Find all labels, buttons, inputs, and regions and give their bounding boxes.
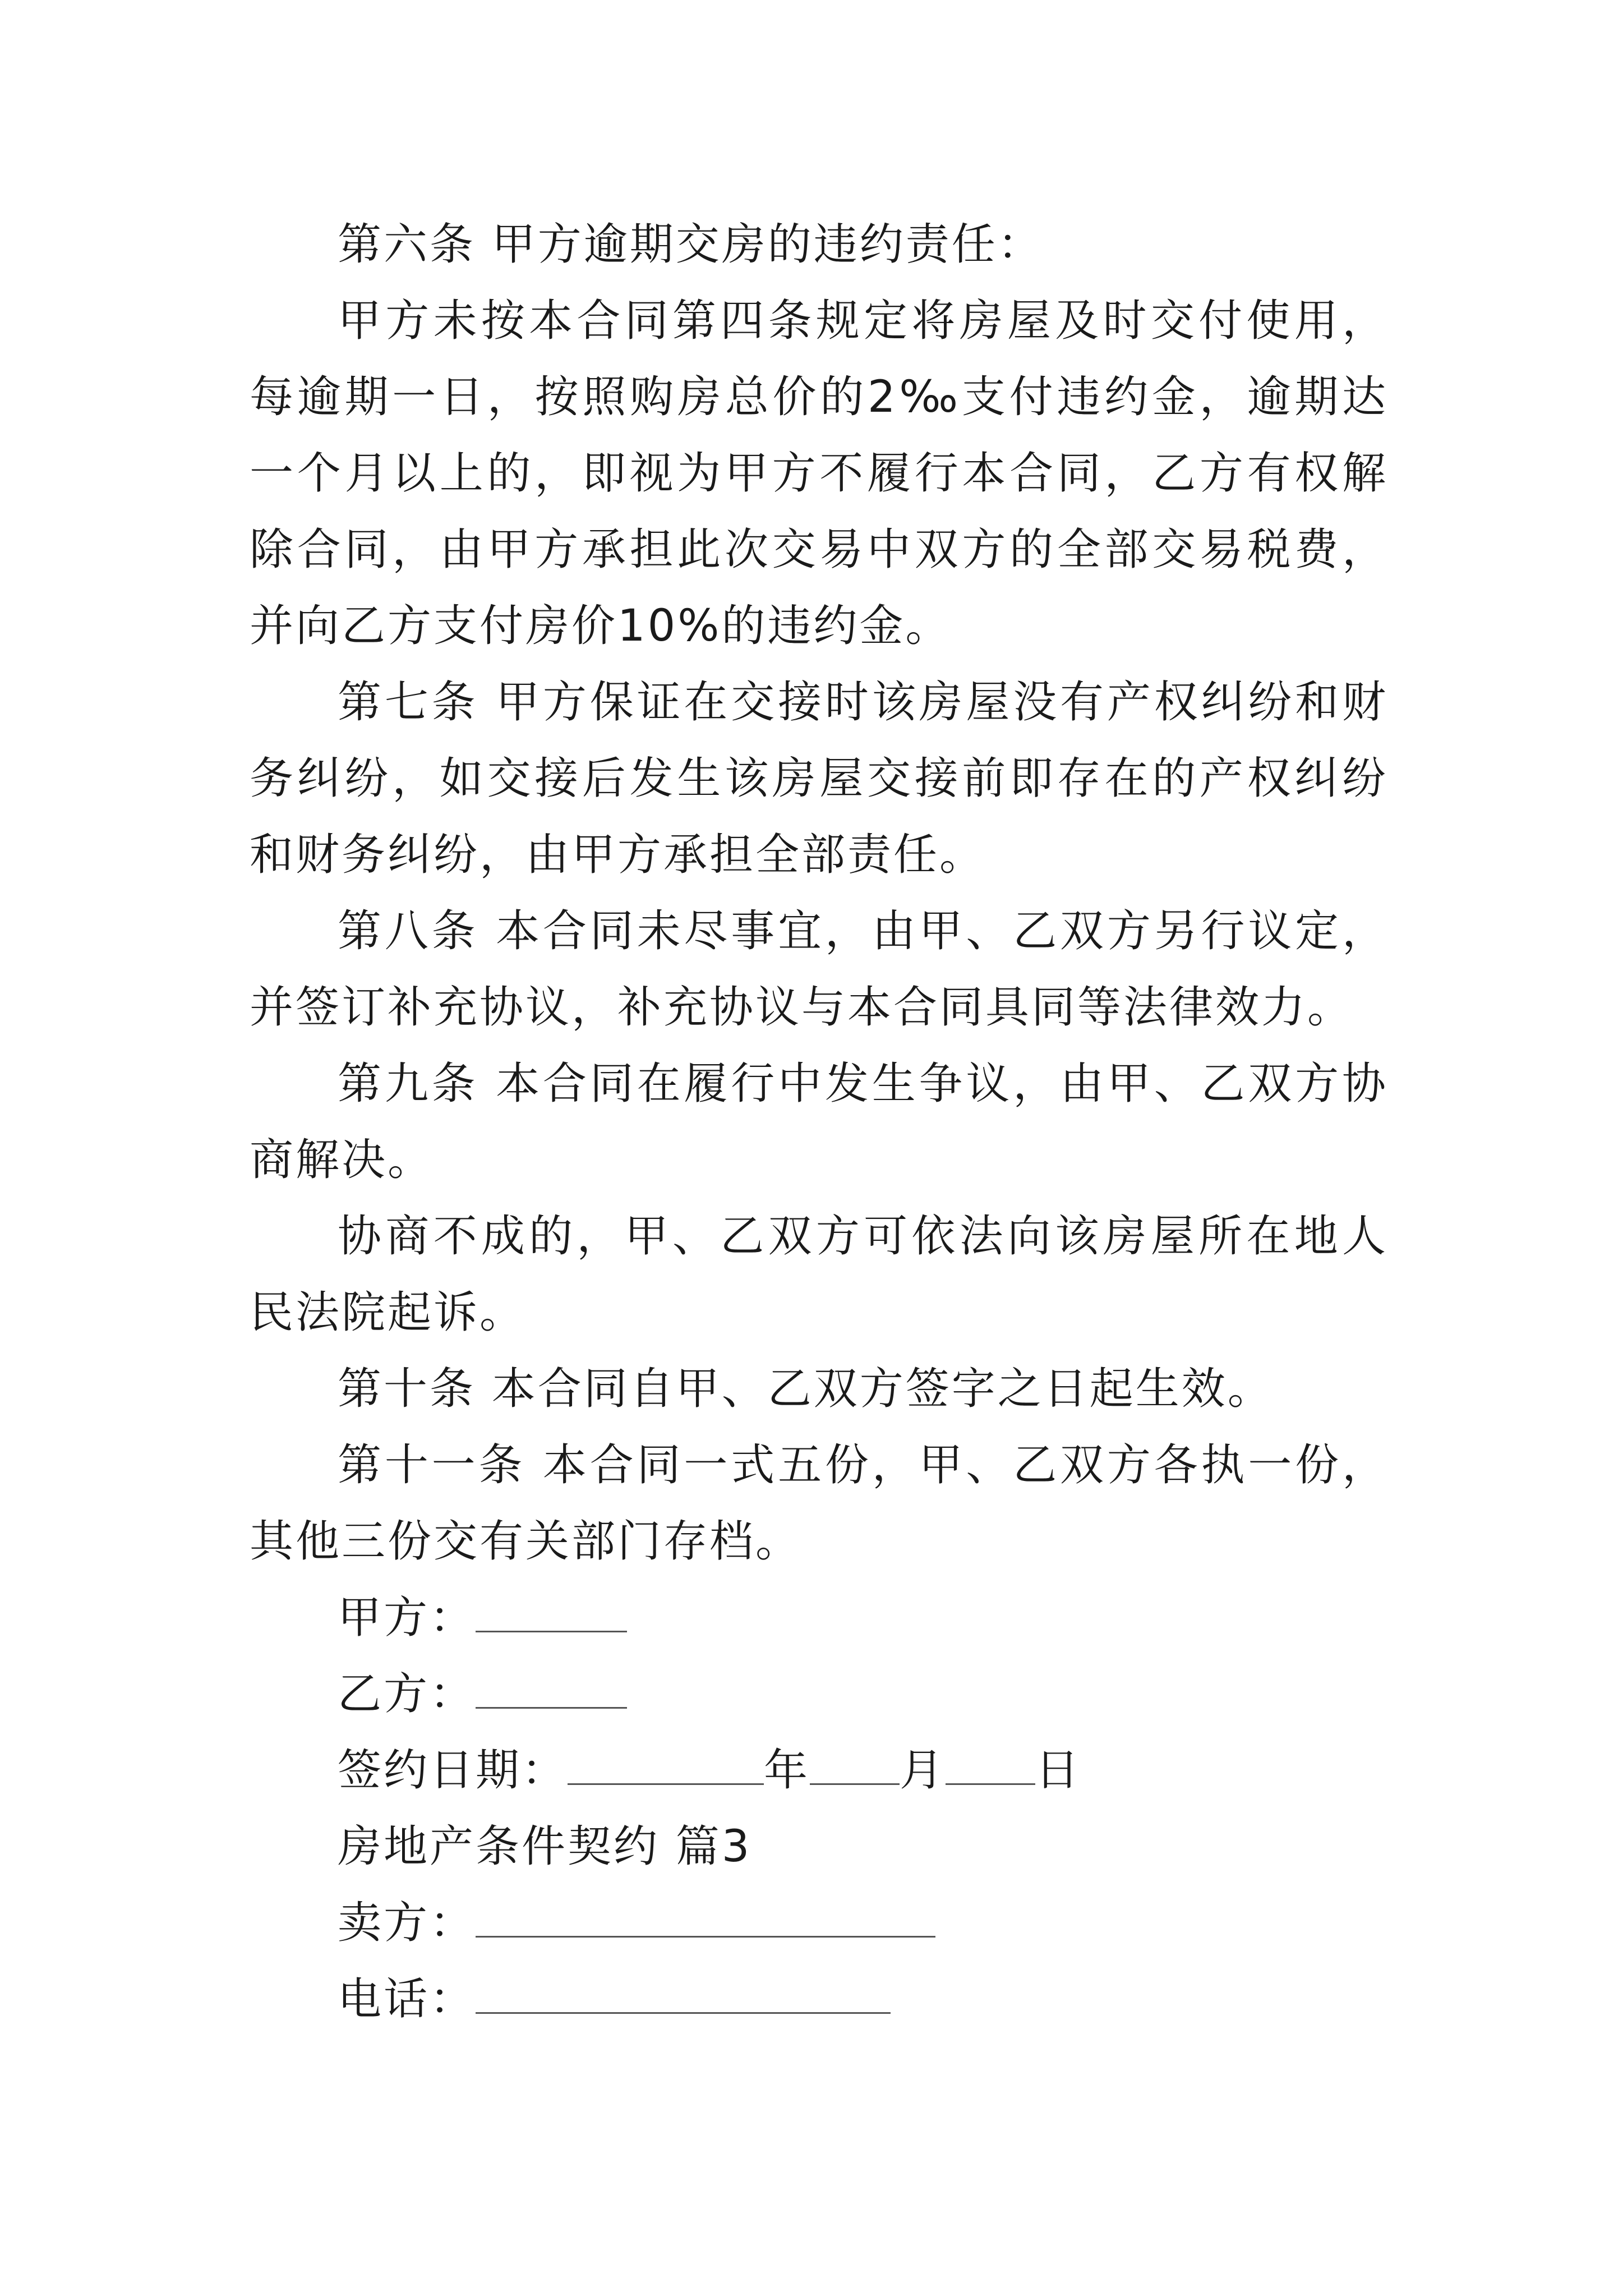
party-a-blank xyxy=(476,1587,627,1632)
month-label: 月 xyxy=(900,1745,946,1796)
month-blank xyxy=(810,1740,900,1785)
party-b-blank xyxy=(476,1663,627,1709)
clause-6-text: 甲方未按本合同第四条规定将房屋及时交付使用，每逾期一日，按照购房总价的2‰支付违约金，逾期达一个月以上的，即视为甲方不履行本合同，乙方有权解除合同，由甲方承担此次交易中双方的全部交易税费，并向乙方支付房价10%的违约金。 xyxy=(250,296,1388,651)
phone-line xyxy=(250,1961,1388,2037)
clause-8: 第八条 本合同未尽事宜，由甲、乙双方另行议定，并签订补充协议，补充协议与本合同具同等法律效力。 xyxy=(250,906,1388,1033)
party-a-line xyxy=(250,1580,1388,1656)
day-blank xyxy=(946,1740,1035,1785)
contract-body xyxy=(250,206,1388,2037)
phone-label: 电话： xyxy=(338,1974,476,2024)
clause-9: 第九条 本合同在履行中发生争议，由甲、乙双方协商解决。 xyxy=(250,1059,1388,1185)
sign-date-line xyxy=(250,1732,1388,1809)
party-b-line xyxy=(250,1656,1388,1732)
sign-date-label: 签约日期： xyxy=(338,1745,568,1796)
dispute-clause: 协商不成的，甲、乙双方可依法向该房屋所在地人民法院起诉。 xyxy=(250,1211,1388,1338)
year-label: 年 xyxy=(764,1745,810,1796)
seller-line xyxy=(250,1885,1388,1961)
clause-7: 第七条 甲方保证在交接时该房屋没有产权纠纷和财务纠纷，如交接后发生该房屋交接前即存在的产权纠纷和财务纠纷，由甲方承担全部责任。 xyxy=(250,677,1388,880)
seller-label: 卖方： xyxy=(338,1898,476,1948)
clause-11: 第十一条 本合同一式五份，甲、乙双方各执一份，其他三份交有关部门存档。 xyxy=(250,1440,1388,1567)
section-title: 房地产条件契约 篇3 xyxy=(338,1821,752,1872)
clause-6-heading: 第六条 甲方逾期交房的违约责任： xyxy=(338,219,1044,270)
party-a-label: 甲方： xyxy=(338,1593,476,1643)
year-blank xyxy=(568,1740,764,1785)
day-label: 日 xyxy=(1035,1745,1082,1796)
seller-blank xyxy=(476,1892,935,1938)
phone-blank xyxy=(476,1968,891,2014)
party-b-label: 乙方： xyxy=(338,1669,476,1719)
clause-10: 第十条 本合同自甲、乙双方签字之日起生效。 xyxy=(338,1364,1274,1414)
